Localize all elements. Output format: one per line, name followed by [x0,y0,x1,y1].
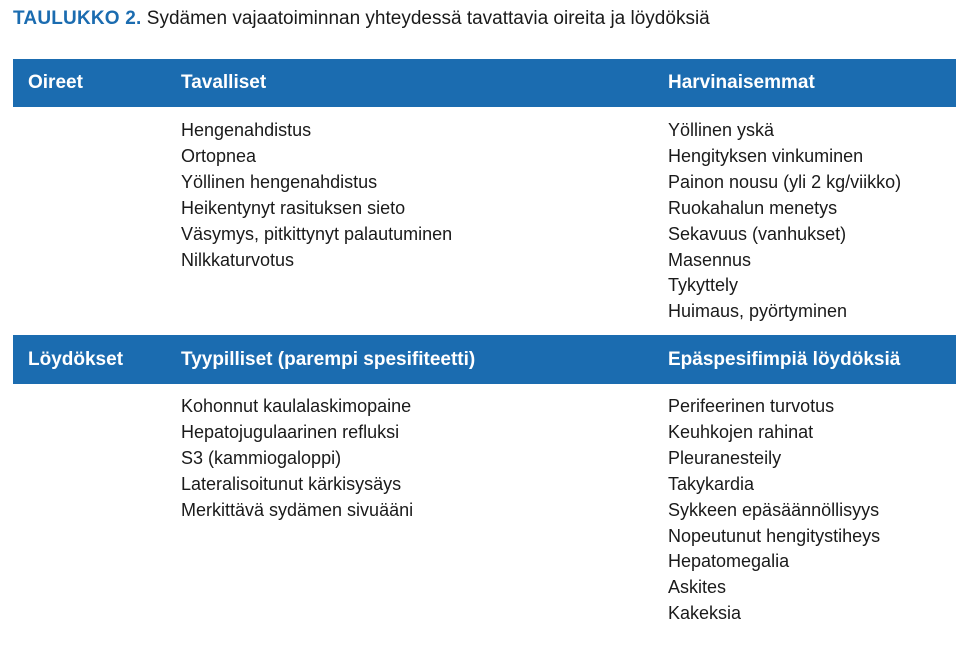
list-item: Yöllinen yskä [668,120,775,140]
list-item: Sekavuus (vanhukset) [668,223,847,244]
findings-heading: Löydökset [28,348,124,370]
table-number-label: TAULUKKO 2. [13,8,142,29]
nonspecific-findings-heading: Epäspesifimpiä löydöksiä [668,348,901,370]
list-item: Lateralisoitunut kärkisysäys [181,473,402,494]
list-item: Painon nousu (yli 2 kg/viikko) [668,171,902,192]
list-item: Huimaus, pyörtyminen [668,301,848,322]
nonspecific-findings-list [668,394,880,627]
typical-findings-list [181,394,413,524]
list-item: Ortopnea [181,145,257,166]
table-title: Sydämen vajaatoiminnan yhteydessä tavattavia oireita ja löydöksiä [146,8,710,29]
findings-header-row [13,335,956,384]
list-item: Perifeerinen turvotus [668,396,835,416]
list-item: Väsymys, pitkittynyt palautuminen [181,223,453,244]
list-item: Hengenahdistus [181,120,312,140]
list-item: Askites [668,577,727,598]
common-symptoms-list [181,118,452,273]
list-item: Heikentynyt rasituksen sieto [181,197,406,218]
symptoms-heading: Oireet [28,72,83,93]
list-item: Takykardia [668,473,755,494]
list-item: Masennus [668,249,752,270]
common-symptoms-heading: Tavalliset [181,72,267,93]
list-item: Sykkeen epäsäännöllisyys [668,499,880,520]
rare-symptoms-heading: Harvinaisemmat [668,72,815,93]
list-item: Hengityksen vinkuminen [668,145,864,166]
list-item: Nopeutunut hengitystiheys [668,525,881,546]
symptoms-header-row [13,59,956,107]
list-item: Keuhkojen rahinat [668,421,814,442]
list-item: Ruokahalun menetys [668,197,838,218]
list-item: S3 (kammiogaloppi) [181,447,342,468]
list-item: Merkittävä sydämen sivuääni [181,499,414,520]
list-item: Pleuranesteily [668,447,782,468]
list-item: Hepatojugulaarinen refluksi [181,421,400,442]
list-item: Kohonnut kaulalaskimopaine [181,396,412,416]
list-item: Nilkkaturvotus [181,249,295,270]
list-item: Kakeksia [668,603,742,624]
table-caption [13,6,710,32]
list-item: Hepatomegalia [668,551,790,572]
typical-findings-heading: Tyypilliset (parempi spesifiteetti) [181,348,476,370]
list-item: Yöllinen hengenahdistus [181,171,378,192]
rare-symptoms-list [668,118,901,325]
list-item: Tykyttely [668,275,739,296]
